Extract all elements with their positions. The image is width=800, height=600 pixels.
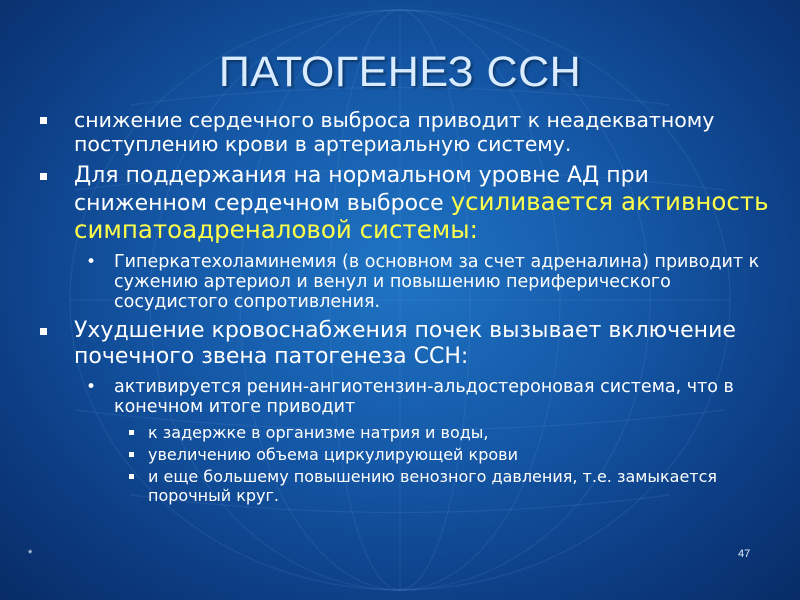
- page-number: 47: [738, 548, 751, 560]
- list-item-text: Для поддержания на нормальном уровне АД при сниженном сердечном выбросе: [74, 163, 649, 216]
- list-item-text: Ухудшение кровоснабжения почек вызывает включение почечного звена патогенеза ССН:: [74, 318, 736, 369]
- sub-sub-list-item-text: к задержке в организме натрия и воды,: [148, 423, 489, 442]
- footer-marker: *: [28, 548, 33, 560]
- sub-sub-list-item: [36, 445, 776, 464]
- square-bullet-icon: [40, 173, 47, 180]
- sub-sub-list-item-text: и еще большему повышению венозного давления, т.е. замыкается порочный круг.: [148, 467, 718, 505]
- list-item: [36, 318, 776, 370]
- sub-sub-list-item: [36, 467, 776, 505]
- square-bullet-icon: [40, 328, 47, 335]
- sub-list-item-text: активируется ренин-ангиотензин-альдостероновая система, что в конечном итоге приводит: [114, 377, 734, 417]
- highlighted-text: усиливается активность симпатоадреналовой системы:: [74, 187, 769, 244]
- dot-bullet-icon: •: [86, 252, 97, 272]
- small-square-bullet-icon: [129, 430, 134, 435]
- small-square-bullet-icon: [129, 452, 134, 457]
- list-item-text: снижение сердечного выброса приводит к неадекватному поступлению крови в артериальную систему.: [74, 108, 715, 156]
- slide-title: ПАТОГЕНЕЗ ССН: [218, 48, 582, 96]
- sub-list-item-text: Гиперкатехоламинемия (в основном за счет адреналина) приводит к сужению артериол и венул и повышению периферического сосудистого сопротивления.: [114, 252, 760, 312]
- dot-bullet-icon: •: [86, 377, 97, 397]
- list-item: [36, 108, 776, 156]
- square-bullet-icon: [40, 117, 47, 124]
- sub-list-item: [36, 377, 776, 417]
- bullet-list: [36, 108, 776, 508]
- list-item: [36, 163, 776, 245]
- sub-sub-list-item-text: увеличению объема циркулирующей крови: [148, 445, 518, 464]
- small-square-bullet-icon: [129, 474, 134, 479]
- sub-sub-list-item: [36, 423, 776, 442]
- sub-list-item: [36, 252, 776, 312]
